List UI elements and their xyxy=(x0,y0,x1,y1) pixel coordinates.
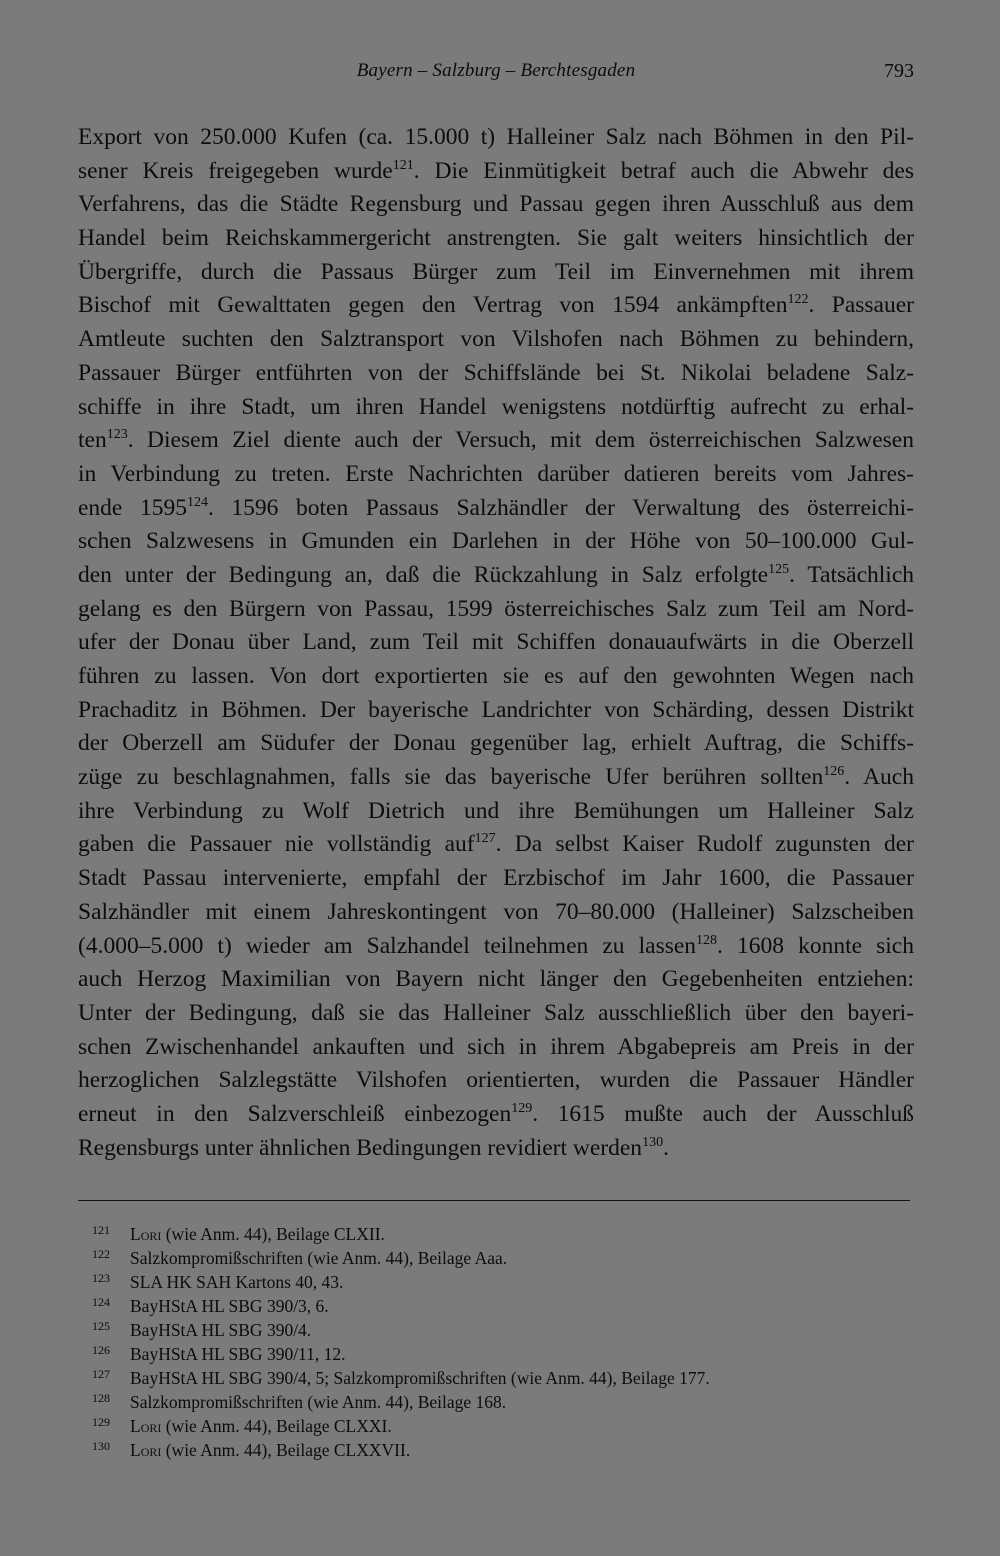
text-line xyxy=(78,761,914,795)
text-line xyxy=(78,357,914,391)
footnote-reference: 127 xyxy=(474,831,496,847)
text-segment: führen zu lassen. Von dort exportierten sie es auf den gewohnten Wegen nach xyxy=(78,663,914,689)
footnote-item xyxy=(92,1434,912,1458)
text-line xyxy=(78,1031,914,1065)
footnotes xyxy=(92,1218,912,1458)
footnote-item xyxy=(92,1362,912,1386)
footnote-reference: 128 xyxy=(696,932,718,948)
text-segment: . Da selbst Kaiser Rudolf zugunsten der xyxy=(495,831,914,858)
text-line xyxy=(78,694,914,728)
text-segment: schen Zwischenhandel ankauften und sich in ihrem Abgabepreis am Preis in der xyxy=(78,1033,914,1060)
footnote-reference: 126 xyxy=(823,764,845,780)
footnote-number: 125 xyxy=(92,1319,110,1333)
text-segment: gaben die Passauer nie vollständig auf xyxy=(78,831,475,858)
running-head xyxy=(78,60,914,92)
text-segment: gelang es den Bürgern von Passau, 1599 österreichisches Salz zum Teil am Nord- xyxy=(78,595,914,622)
text-line xyxy=(78,1098,914,1132)
text-segment: Verfahrens, das die Städte Regensburg und Passau gegen ihren Ausschluß aus dem xyxy=(78,191,914,218)
footnote-text: Salzkompromißschriften (wie Anm. 44), Beilage 168. xyxy=(130,1392,507,1412)
text-line xyxy=(78,828,914,862)
text-line xyxy=(78,256,914,290)
footnote-text: BayHStA HL SBG 390/4, 5; Salzkompromißschriften (wie Anm. 44), Beilage 177. xyxy=(130,1368,710,1388)
text-segment: Salzhändler mit einem Jahreskontingent von 70–80.000 (Halleiner) Salzscheiben xyxy=(78,898,914,925)
text-line xyxy=(78,593,914,627)
text-segment: . xyxy=(663,1134,669,1161)
footnote-number: 127 xyxy=(92,1367,110,1381)
text-segment: ihre Verbindung zu Wolf Dietrich und ihre Bemühungen um Halleiner Salz xyxy=(78,797,914,824)
footnote-item xyxy=(92,1338,912,1362)
footnote-number: 122 xyxy=(92,1247,110,1261)
footnote-reference: 122 xyxy=(787,292,809,308)
text-segment: . Passauer xyxy=(808,292,914,319)
text-segment: Unter der Bedingung, daß sie das Halleiner Salz ausschließlich über den bayeri- xyxy=(78,999,914,1026)
text-segment: der Oberzell am Südufer der Donau gegenüber lag, erhielt Auftrag, die Schiffs- xyxy=(78,730,914,757)
text-line xyxy=(78,1064,914,1098)
text-line xyxy=(78,626,914,660)
text-line xyxy=(78,458,914,492)
footnote-text: (wie Anm. 44), Beilage CLXXI. xyxy=(161,1416,392,1436)
page-number: 793 xyxy=(884,60,914,82)
text-segment: Handel beim Reichskammergericht anstrengten. Sie galt weiters hinsichtlich der xyxy=(78,225,914,252)
text-line xyxy=(78,1132,914,1166)
text-segment: ufer der Donau über Land, zum Teil mit Schiffen donauaufwärts in die Oberzell xyxy=(78,629,914,656)
text-segment: . 1608 konnte sich xyxy=(717,932,914,959)
text-segment: Export von 250.000 Kufen (ca. 15.000 t) Halleiner Salz nach Böhmen in den Pil- xyxy=(78,124,914,150)
text-segment: schiffe in ihre Stadt, um ihren Handel wenigstens notdürftig aufrecht zu erhal- xyxy=(78,393,914,420)
footnote-item xyxy=(92,1266,912,1290)
running-title: Bayern – Salzburg – Berchtesgaden xyxy=(356,60,636,81)
text-segment: Amtleute suchten den Salztransport von Vilshofen nach Böhmen zu behindern, xyxy=(78,326,914,353)
text-segment: . Die Einmütigkeit betraf auch die Abwehr des xyxy=(413,157,914,184)
footnote-text: (wie Anm. 44), Beilage CLXXVII. xyxy=(161,1440,411,1460)
footnote-number: 126 xyxy=(92,1343,110,1357)
text-line xyxy=(78,424,914,458)
footnote-reference: 123 xyxy=(106,427,128,443)
text-segment: auch Herzog Maximilian von Bayern nicht länger den Gegebenheiten entziehen: xyxy=(78,966,914,993)
text-line xyxy=(78,121,914,155)
text-segment: sener Kreis freigegeben wurde xyxy=(78,157,393,184)
footnote-number: 129 xyxy=(92,1415,110,1429)
text-segment: Stadt Passau intervenierte, empfahl der Erzbischof im Jahr 1600, die Passauer xyxy=(78,865,914,892)
footnote-text: (wie Anm. 44), Beilage CLXII. xyxy=(161,1224,385,1244)
footnote-author: Lori xyxy=(130,1224,162,1244)
text-segment: den unter der Bedingung an, daß die Rückzahlung in Salz erfolgte xyxy=(78,561,769,588)
text-line xyxy=(78,896,914,930)
footnote-item xyxy=(92,1314,912,1338)
footnote-text: Salzkompromißschriften (wie Anm. 44), Beilage Aaa. xyxy=(130,1248,508,1268)
text-line xyxy=(78,930,914,964)
text-line xyxy=(78,188,914,222)
text-segment: Regensburgs unter ähnlichen Bedingungen revidiert werden xyxy=(78,1134,643,1161)
footnote-reference: 130 xyxy=(642,1134,664,1150)
footnote-item xyxy=(92,1290,912,1314)
text-line xyxy=(78,155,914,189)
text-segment: . Diesem Ziel diente auch der Versuch, mit dem österreichischen Salzwesen xyxy=(127,427,914,454)
footnote-item xyxy=(92,1386,912,1410)
footnote-author: Lori xyxy=(130,1416,162,1436)
main-text xyxy=(78,121,914,1165)
footnote-reference: 129 xyxy=(511,1100,533,1116)
text-line xyxy=(78,963,914,997)
footnote-text: BayHStA HL SBG 390/3, 6. xyxy=(130,1296,329,1316)
text-segment: . 1615 mußte auch der Ausschluß xyxy=(532,1100,914,1127)
footnote-text: BayHStA HL SBG 390/4. xyxy=(130,1320,312,1340)
footnote-text: BayHStA HL SBG 390/11, 12. xyxy=(130,1344,346,1364)
footnote-item xyxy=(92,1410,912,1434)
text-line xyxy=(78,795,914,829)
text-line xyxy=(78,559,914,593)
footnote-text: SLA HK SAH Kartons 40, 43. xyxy=(130,1272,344,1292)
footnote-reference: 124 xyxy=(186,494,208,510)
footnote-author: Lori xyxy=(130,1440,162,1460)
text-segment: Passauer Bürger entführten von der Schiffslände bei St. Nikolai beladene Salz- xyxy=(78,359,914,386)
text-segment: in Verbindung zu treten. Erste Nachrichten darüber datieren bereits vom Jahres- xyxy=(78,460,914,487)
footnote-divider xyxy=(78,1200,910,1201)
footnote-number: 128 xyxy=(92,1391,110,1405)
text-line xyxy=(78,323,914,357)
text-line xyxy=(78,492,914,526)
text-line xyxy=(78,862,914,896)
text-segment: erneut in den Salzverschleiß einbezogen xyxy=(78,1100,512,1127)
text-segment: ende 1595 xyxy=(78,494,187,521)
text-segment: . Tatsächlich xyxy=(789,561,915,588)
text-line xyxy=(78,391,914,425)
text-line xyxy=(78,222,914,256)
footnote-item xyxy=(92,1218,912,1242)
text-segment: ten xyxy=(78,427,107,454)
footnote-item xyxy=(92,1242,912,1266)
text-segment: . Auch xyxy=(844,764,914,791)
text-segment: (4.000–5.000 t) wieder am Salzhandel teilnehmen zu lassen xyxy=(78,932,697,959)
text-line xyxy=(78,289,914,323)
footnote-number: 130 xyxy=(92,1439,110,1453)
text-segment: . 1596 boten Passaus Salzhändler der Verwaltung des österreichi- xyxy=(207,494,914,521)
text-segment: schen Salzwesens in Gmunden ein Darlehen in der Höhe von 50–100.000 Gul- xyxy=(78,528,914,555)
footnote-number: 121 xyxy=(92,1223,110,1237)
footnote-reference: 121 xyxy=(392,157,414,173)
text-segment: Bischof mit Gewalttaten gegen den Vertrag von 1594 ankämpften xyxy=(78,292,788,319)
text-line xyxy=(78,660,914,694)
text-segment: Übergriffe, durch die Passaus Bürger zum Teil im Einvernehmen mit ihrem xyxy=(78,258,914,285)
footnote-reference: 125 xyxy=(768,561,790,577)
text-line xyxy=(78,525,914,559)
text-segment: Prachaditz in Böhmen. Der bayerische Landrichter von Schärding, dessen Distrikt xyxy=(78,696,914,723)
text-line xyxy=(78,727,914,761)
text-line xyxy=(78,997,914,1031)
footnote-number: 124 xyxy=(92,1295,110,1309)
text-segment: züge zu beschlagnahmen, falls sie das bayerische Ufer berühren sollten xyxy=(78,764,824,791)
text-segment: herzoglichen Salzlegstätte Vilshofen orientierten, wurden die Passauer Händler xyxy=(78,1067,914,1094)
footnote-number: 123 xyxy=(92,1271,110,1285)
